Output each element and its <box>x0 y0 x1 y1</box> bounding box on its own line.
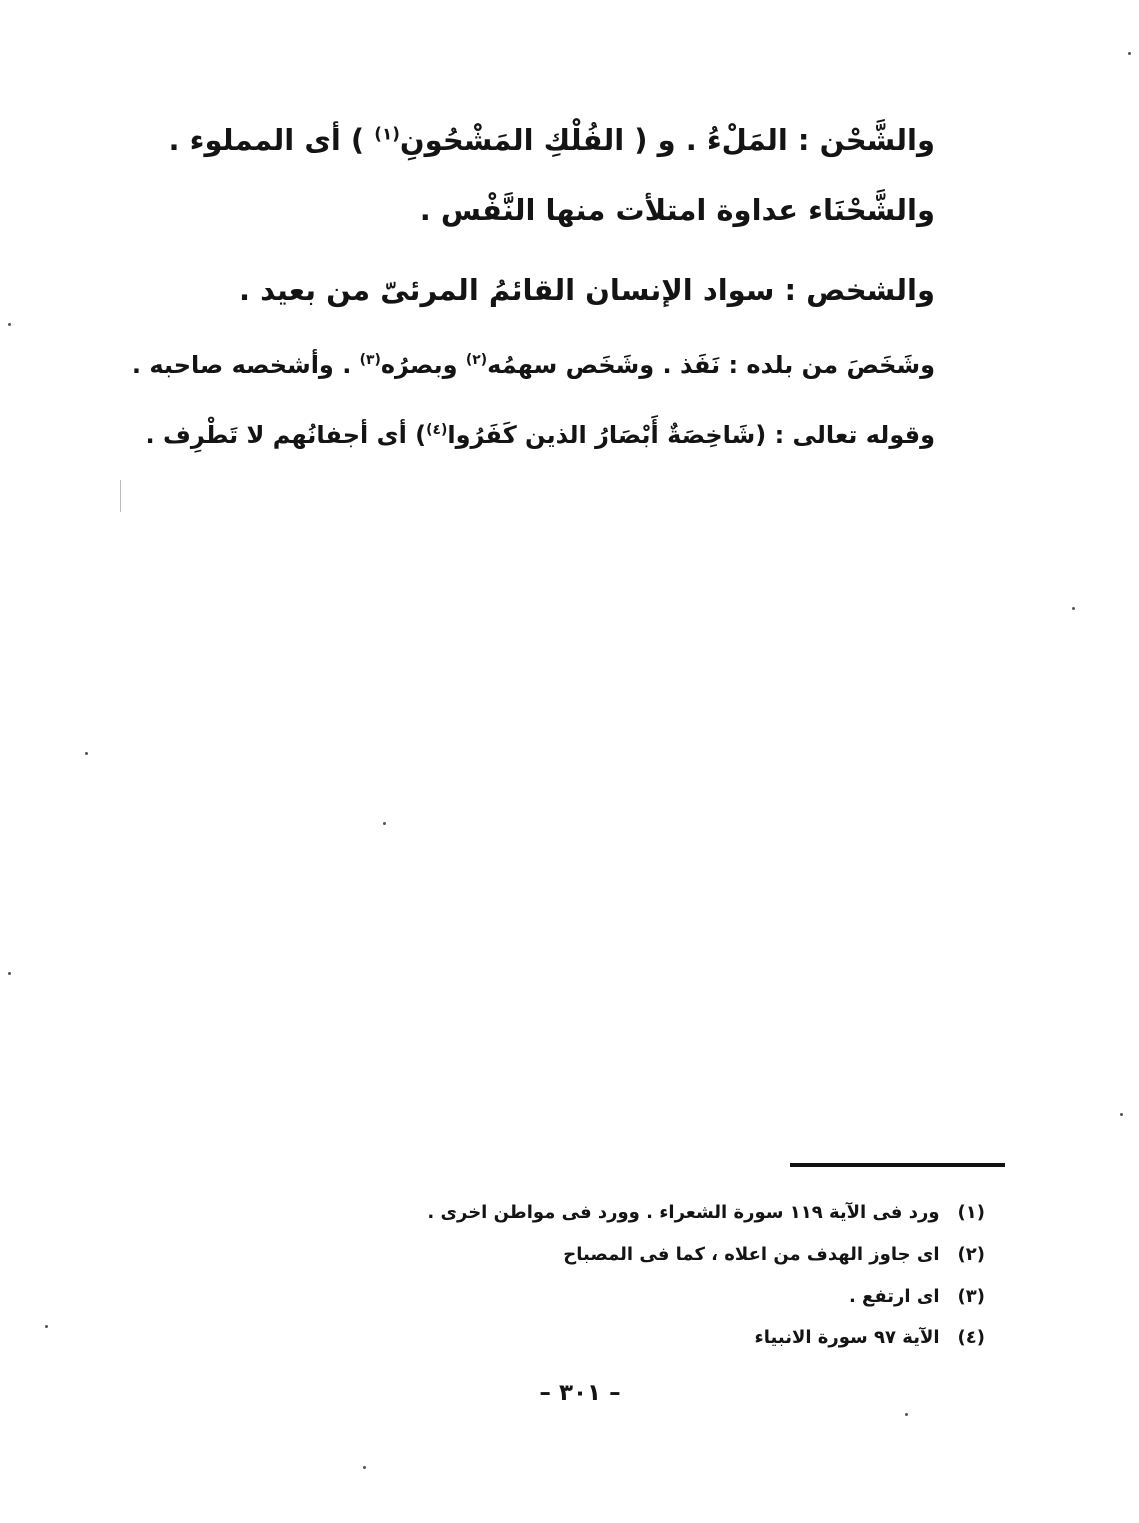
body-line-1-text-a: والشَّحْن : المَلْءُ . و ( الفُلْكِ المَشْحُونِ <box>399 123 935 157</box>
body-line-4 <box>115 340 935 390</box>
body-line-4-text-a: وشَخَصَ من بلده : نَفَذ . وشَخَص سهمُه <box>487 351 935 379</box>
body-line-1 <box>115 115 935 165</box>
body-line-5 <box>115 410 935 460</box>
scan-speck <box>1120 1113 1123 1116</box>
footnote-1 <box>265 1198 985 1228</box>
footnote-ref-3: (٣) <box>359 352 381 368</box>
scan-speck <box>383 822 386 825</box>
footnote-3 <box>265 1282 985 1312</box>
footnote-separator <box>790 1163 1005 1167</box>
scan-speck <box>8 323 11 326</box>
footnote-ref-4: (٤) <box>426 422 448 438</box>
scan-speck <box>1072 607 1075 610</box>
footnote-2-text: اى جاوز الهدف من اعلاه ، كما فى المصباح <box>563 1244 940 1265</box>
footnote-1-marker: (١) <box>957 1202 985 1223</box>
body-line-4-text-c: . وأشخصه صاحبه . <box>131 351 360 379</box>
body-line-4-text-b: وبصرُه <box>380 351 466 379</box>
footnote-3-text: اى ارتفع . <box>848 1286 940 1307</box>
scan-speck <box>363 1466 366 1469</box>
scan-speck <box>1128 52 1131 55</box>
scan-speck <box>85 752 88 755</box>
footnote-ref-2: (٢) <box>465 352 488 368</box>
footnote-1-text: ورد فى الآية ١١٩ سورة الشعراء . وورد فى مواطن اخرى . <box>427 1202 940 1223</box>
body-line-3 <box>115 265 935 315</box>
footnote-2 <box>265 1240 985 1270</box>
page-number: – ٣٠١ – <box>539 1380 621 1406</box>
footnote-3-marker: (٣) <box>957 1286 985 1307</box>
body-line-5-text-b: ) أى أجفانُهم لا تَطْرِف . <box>145 421 427 449</box>
footnote-4 <box>265 1323 985 1353</box>
footnote-4-marker: (٤) <box>957 1327 985 1348</box>
body-line-5-text-a: وقوله تعالى : (شَاخِصَةٌ أَبْصَارُ الذين كَفَرُوا <box>447 421 935 449</box>
footnote-4-text: الآية ٩٧ سورة الانبياء <box>754 1327 940 1348</box>
body-line-2 <box>115 185 935 235</box>
body-line-3-text: والشخص : سواد الإنسان القائمُ المرئىّ من بعيد . <box>239 273 935 307</box>
body-line-1-text-b: ) أى المملوء . <box>168 123 375 157</box>
scan-speck <box>45 1325 48 1328</box>
scan-speck <box>8 972 11 975</box>
scan-mark <box>120 480 121 512</box>
footnote-2-marker: (٢) <box>957 1244 985 1265</box>
scan-speck <box>905 1413 908 1416</box>
body-line-2-text: والشَّحْنَاء عداوة امتلأت منها النَّفْس . <box>419 193 935 227</box>
footnote-ref-1: (١) <box>374 123 400 144</box>
